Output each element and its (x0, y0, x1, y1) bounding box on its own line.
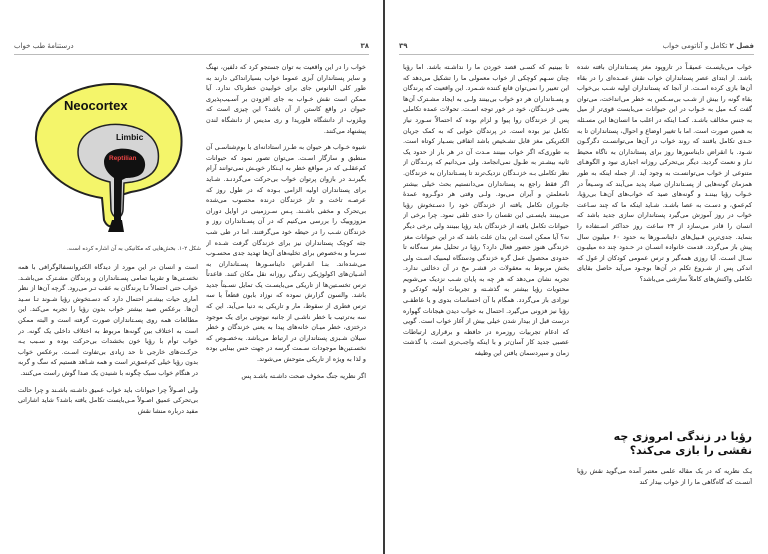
left-page (0, 0, 383, 554)
label-neocortex: Neocortex (64, 98, 128, 113)
text-column-right (206, 62, 366, 532)
page-number: ۳۸ (360, 42, 369, 50)
text-column-left (18, 262, 198, 532)
paragraph: ولی اصـولاً چرا حیوانات باید خواب عمیق داشـته باشـند و چرا حالت بی‌تحرکی عمیق اصـولاً مـی‌بایست تکامل یافته باشد؟ شاید اشاراتی مفید درباره منشا نقش (18, 385, 198, 415)
label-reptilian: Reptilian (109, 155, 137, 162)
text-column-left (403, 62, 569, 532)
paragraph: است و انسان در این مورد از دیدگاه الکتروانسفالوگرافی با همه نخسـتی‌ها و تقریبا تمامی پسـتانداران و پرندگان مشـترک می‌باشـد. خواب حتی احتمالاً تـا پرندگان به عقب تـر می‌رود. گرچه آن‌ها از نظر آماری حیات بیشـتر احتمال دارد که دسـتخوش رؤیا شـوند تـا سـید آن‌ها. برعکس صید بیشتر خواب بدون رؤیا را تجربه می‌کند. این مطالعات همه روی پسـتانداران صورت گرفته است و البته ممکن است به اختلاف بین گونه‌ها مربوط به اختلاف داخلی یک گونه. در خواب توأم با رؤیا خون بخشدات بی‌حرکت بوده و سـبب یـه حرکـت‌های خارجی تا حد زیادی بی‌تفاوت اسـت. برعکس خواب بدون رؤیا خیلی کم‌عمق‌تر است و همه شـاهد هستیم که سگ و گربه در هنگام خواب سبک چگونه با شنیدن یک صدا گوش راست می‌کنند. (18, 263, 198, 377)
label-limbic: Limbic (116, 132, 144, 142)
triune-brain-diagram (16, 70, 201, 240)
chapter-title (663, 42, 754, 50)
page-header-left (14, 40, 369, 55)
brain-figure (16, 70, 201, 240)
paragraph: تا ببینیم که کسـی قصد خوردن ما را نداشـته باشد. اما رؤیا چنان سـهم کوچکی از خواب معمولی ما را تشکیل می‌دهد که این تعبیر را نمی‌توان قانع کننده شـمرد. این واقعیت که پرندگان و پسـتانداران هر دو خواب بی‌بینند ولـی به ایجاد مشـترک آن‌ها یعنی خزنـدگان، خود در خور توجه اسـت. تحولات عمده تکاملی پس از خزندگان روا پیوا و لزام بوده که احتمالاً سـورد نیاز تکامل نیز بوده است. در پرندگان خوابی که به کمک جریان الکتریکی مغز قابل تشـخیص باشد اتفاقی بسـیار کوتاه است. به طوری‌که اگر خواب ببینند مـدت آن در هر بار از حدود یک ثانیه بیشـتر به طـول نمی‌انجامد. ولی می‌دانیم که پرنـدگان از نظر تکاملی بـه خزنـدگان نزدیک‌ترند تا پسـتانداران به خزندگان. اگر فقط راجع به پستانداران می‌دانستیم بحث خیلی بیشتر نامعلمئن و آیران می‌بود. ولـی وقتی هر دوگـروه عمدهٔ جانـوران تکامل یافته از خزندگان خود را دسـتخوش رؤیا می‌بینند بایسـتی این تقسان را حدی تلقی نمود. چرا برخی از حیوانات تکامل یافته از خزندگان باید رؤیا ببینند ولی برخی دیگر نه؟ آیا ممکن است این بدان علت باشد که در این حیوانات مغز خزندگی هنوز حضور فعال دارد؟ رؤیا در تحلیل مغز سه‌گانه تا حدودی محصول عمل گره خزندگی ودستگاه لیمبیک اسـت ولی بخش مربوط به معقولات در قشـر مخ در آن دخالتی ندارد. تجربه نشان می‌دهد که هر چه به پایان شـب نزدیک می‌شویم محتویات رؤیا بیشتر به گذشـته و تجربیات اولیه کودکی و نوزادی باز می‌گردد. همگام با آن احساسات بدوی و یا عاطفـی رؤیا نیز فزونی می‌گیرد. احتمال به خواب دیدن هیجانات گهواره درست قبل از بیدار شدن خیلی بیش از آغاز خواب است. گویی که ادغام تجربیات روزمره در حافظه و برقراری ارتباطات عصبی جدید کار آسان‌تر و با اینکه واجب‌تری است. با گذشت زمان و سپردسمان یافتن این وظیفه (403, 63, 569, 358)
section-heading: رؤیا در زندگی امروزی چه نقشی را بازی می‌کند؟ (613, 430, 752, 457)
figure-caption: شکل ۲-۱. بخش‌هایی که مکانیکی به آن اشاره کرده است. (67, 246, 201, 252)
page-header-right (399, 40, 754, 55)
paragraph: خواب را در این واقعیت به توان جستجو کرد که دلفین، نهنگ و سایر پستانداران آبزی عموما خواب بسیارانداکی دارند به طور کلی الیانوس جای برای خوابیدن خطرناک ندارد. آیا ممکن است نقش خـواب به جای افزودن بر آسـیب‌پذیری حیوان در واقع کاستن از آن باشد؟ این چیزی است که ویلزوب از دانشگاه فلوریدا و ری مدیس از دانشگاه لندن پیشنهاد می‌کنند. (206, 63, 366, 135)
paragraph: اگر نظریه جنگ مخوف صحت داشـته باشـد پس (241, 371, 366, 380)
running-title: تکامل و آناتومی خواب (662, 42, 728, 50)
chapter-label: فصل ۲ (729, 42, 754, 50)
text-column-right (577, 62, 752, 422)
paragraph: یـک نظریه که در یک مقاله علمی معتبر آمده می‌گوید نقش رؤیا آنسـت که گاه‌گاهی ما را از خواب بیدار کند (577, 467, 752, 486)
page-number: ۳۹ (399, 42, 408, 50)
paragraph: خواب می‌بایسـت عمیقـاً در تاروپود مغز پسـتانداران بافته شده باشد. از ابتدای عصر پستانداران خواب نقش عمـده‌ای را در بقاء آن‌ها بازی کرده اسـت. از آنجا که پستانداران اولیه شـب بی‌خواب بقاء گونه را بیش از شـب بی‌سـکس به خطر می‌انداخت، می‌توان گفت کـه میل به خـواب در این حیوانات می‌بایست قوی‌تر از میل به جنس مخالف باشـد. کمـا اینکه در اغلب ما انسان‌ها این مسـئله به همین صورت است. اما با تغییر اوضاع و احوال، پستانداران تا به حـدی تکامل یافتند که روند خواب در آن‌ها می‌توانسـت دگرگـون شـود. با انقراض دایناسورها روز برای پستانداران به ناگاه محیط نـاز و نعمت گردید. دیگر بی‌تحرکی روزانه اجباری نبود و الگوهـای متنوعی از خواب می‌توانسـت به وجود آید. از جمله اینکه به طور همزمان گونه‌هایی از پسـتانداران صیاد پدید می‌آیند که وسـیعاً در خـواب رؤیا بیننـد و گونه‌های صید که خواب‌های آن‌هـا بی‌رؤیا، کم‌عمق، و دسـت‌ به عصا باشـد. شـاید اینکه ما که چند سـاعت خواب در روز آموزش می‌گیرد پستانداران سازی جدید باشد که انسان را قادر می‌سازد از ۲۴ ساعت روز حداکثر اسـتفاده را بنماید. جدی‌ترین قـبیل‌های دایناسـورها به حدود ۶۰ میلیون سال پیش باز می‌گردد. قدمت خانواده انسـان در حـدود چند ده میلیـون سـال اسـت. آیا روزی همه‌گیر و ترس عمومی کودکان از غول که اندکی پس از شـروع تکلم در آن‌ها بوجـود می‌آید حاصل بقایای تکاملی واکنش‌های کاملاً سازشی می‌باشد؟ (577, 63, 752, 283)
right-page (385, 0, 768, 554)
text-column-right-end (577, 466, 752, 526)
running-title: درستنامهٔ طب خواب (14, 42, 74, 50)
paragraph: شیوه خـواب هر حیوان به طـرز استادانه‌ای با بوم‌شناسـی آن منطبق و سازگار اسـت. می‌توان تصور نمود که حیوانات کم‌عقلـی که در مواقع خطر به ایـنکار خویـش نمی‌توانند آرام بگیرنـد در بازوان پرتوان خواب بی‌حرکت می‌گردنـد. شـاید برای پستانداران اولیه الزامی بـوده که در طول روز که عرصـه تاخت و تاز خزندگان درنده محسوب می‌شده بی‌تحرک و مخفی باشـند. پـس سـرزمینی در اوایل دوران مزوزوییک را بررسی می‌کنیم که در آن پسـتانداران روز و خزندگان شـب را در حیطه خود می‌گرفتند. اما در طی شب جثه کوچک پستانداران نیز برای خزندگان گرفت شـده از سـرما و به‌خصوص برای تخلیه‌های آن‌ها تهدید جدی محسـوب می‌شده‌اند. بنـا انقـراض دایناسـورها پسـتانداران به آشـیان‌های اکولوژیکی زندگی روزانه نقل مکان کنند. قاعدتاً ترس تخسـتین‌ها از تاریکی می‌بایسـت یک تمایل نسـبتاً جدید باشد. والسون گزارش نموده که نوزاد بابون قطعاً با سه ترس فطری از سقوط، مار و تاریکی به دنیا می‌آید. این که سه به‌ترتیب با خطر ناشـی از جانبه نیوتونی برای یک موجود درختزی، خطر میـان خانه‌های پیدا به یعنی خزندگان و خطر سیلان شـبزی پستانداران در ارتباط می‌باشد. به‌خصـوص که نخسـتین‌ها موجودات سـمت گرسه در جهت حس بینایی بوده و لذا به ویژه از تاریکی متوحش می‌شوند. (206, 143, 366, 364)
